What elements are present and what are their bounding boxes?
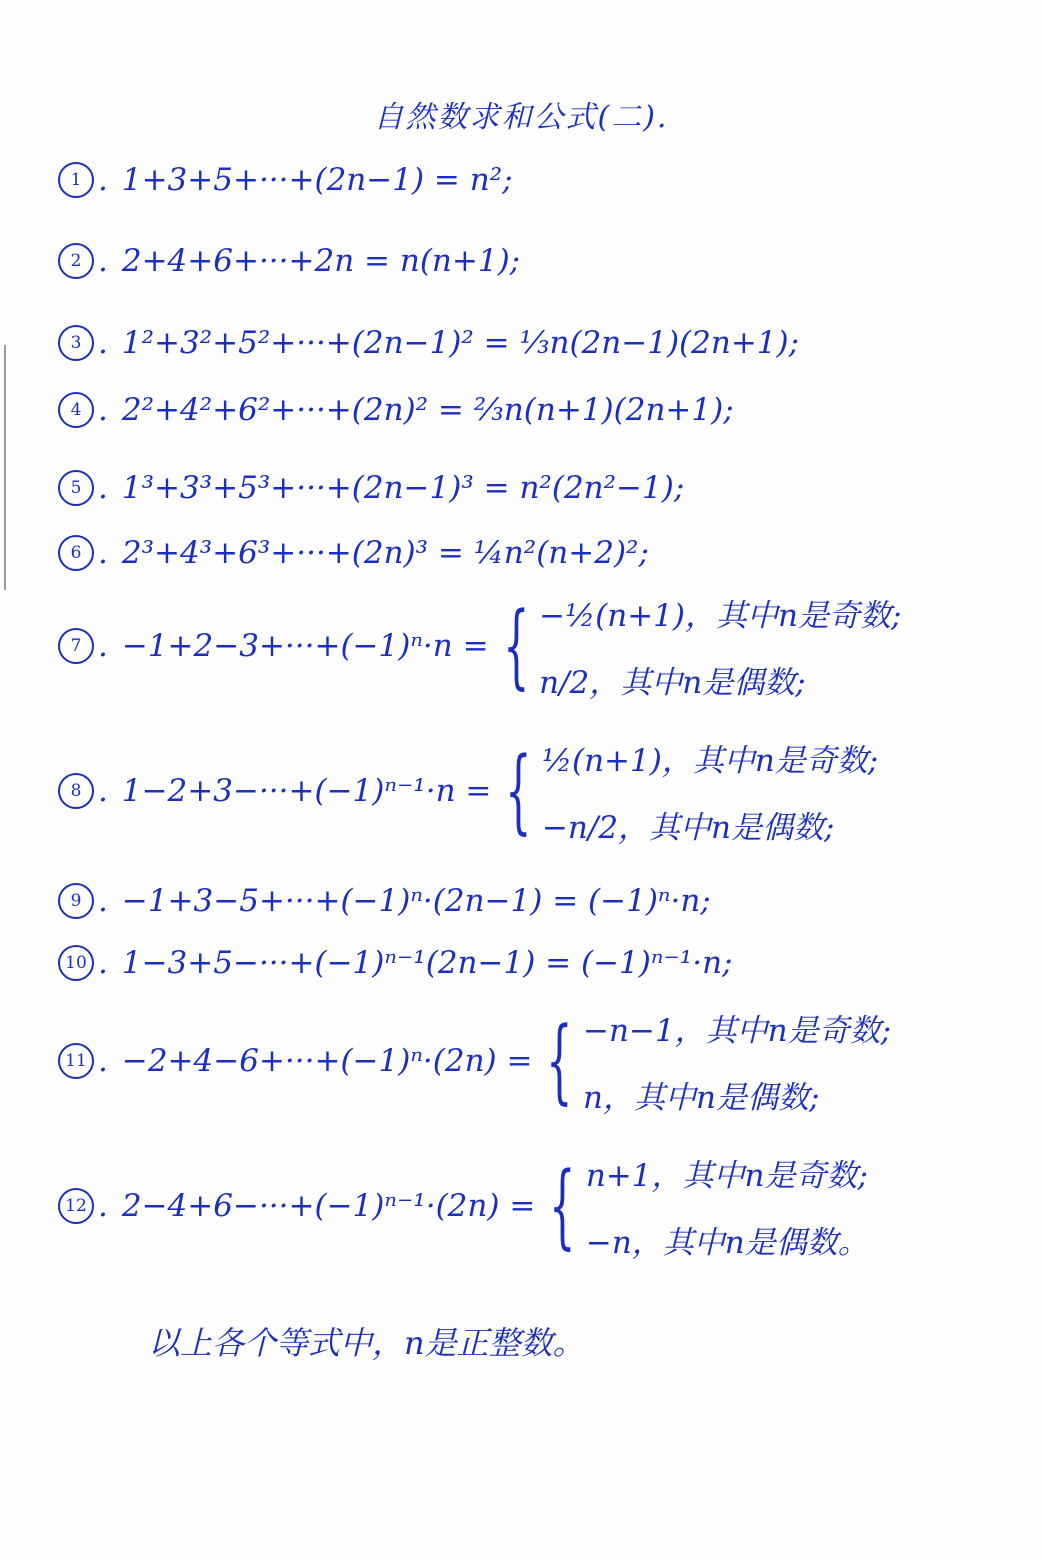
item-number-3: 3	[58, 325, 94, 361]
formula-item-7: 7 . −1+2−3+···+(−1)ⁿ·n = { −½(n+1)，其中n是奇数; n/2，其中n是偶数;	[58, 590, 901, 702]
item-number-2: 2	[58, 243, 94, 279]
left-brace: {	[546, 1007, 573, 1114]
formula-item-5: 5 . 1³+3³+5³+···+(2n−1)³ = n²(2n²−1);	[58, 470, 684, 506]
formula-text-6: 2³+4³+6³+···+(2n)³ = ¼n²(n+2)²;	[121, 535, 649, 571]
formula-item-2: 2 . 2+4+6+···+2n = n(n+1);	[58, 243, 520, 279]
formula-text-2: 2+4+6+···+2n = n(n+1);	[121, 243, 521, 279]
formula-item-4: 4 . 2²+4²+6²+···+(2n)² = ⅔n(n+1)(2n+1);	[58, 392, 734, 428]
formula-item-10: 10 . 1−3+5−···+(−1)ⁿ⁻¹(2n−1) = (−1)ⁿ⁻¹·n;	[58, 945, 733, 981]
item-number-12: 12	[58, 1188, 94, 1224]
case-even-8: −n/2，其中n是偶数;	[541, 810, 835, 846]
item-number-9: 9	[58, 883, 94, 919]
item-number-7: 7	[58, 628, 94, 664]
piecewise-8	[495, 735, 878, 847]
footnote: 以上各个等式中，n是正整数。	[148, 1324, 585, 1362]
formula-item-3: 3 . 1²+3²+5²+···+(2n−1)² = ⅓n(2n−1)(2n+1);	[58, 325, 799, 361]
case-odd-12: n+1，其中n是奇数;	[585, 1158, 868, 1194]
formula-text-5: 1³+3³+5³+···+(2n−1)³ = n²(2n²−1);	[121, 470, 685, 506]
case-odd-8: ½(n+1)，其中n是奇数;	[541, 743, 879, 779]
case-odd-7: −½(n+1)，其中n是奇数;	[539, 598, 902, 634]
formula-text-1: 1+3+5+···+(2n−1) = n²;	[121, 162, 513, 198]
formula-item-9: 9 . −1+3−5+···+(−1)ⁿ·(2n−1) = (−1)ⁿ·n;	[58, 883, 711, 919]
case-even-7: n/2，其中n是偶数;	[539, 665, 806, 701]
formula-text-9: −1+3−5+···+(−1)ⁿ·(2n−1) = (−1)ⁿ·n;	[121, 883, 711, 919]
formula-item-11: 11 . −2+4−6+···+(−1)ⁿ·(2n) = { −n−1，其中n是奇数; n，其中n是偶数;	[58, 1005, 891, 1117]
item-number-8: 8	[58, 773, 94, 809]
formula-text-4: 2²+4²+6²+···+(2n)² = ⅔n(n+1)(2n+1);	[121, 392, 734, 428]
formula-item-12: 12 . 2−4+6−···+(−1)ⁿ⁻¹·(2n) = { n+1，其中n是奇数; −n，其中n是偶数。	[58, 1150, 869, 1262]
formula-text-10: 1−3+5−···+(−1)ⁿ⁻¹(2n−1) = (−1)ⁿ⁻¹·n;	[121, 945, 733, 981]
page-edge-line	[4, 345, 6, 590]
item-number-11: 11	[58, 1043, 94, 1079]
formula-text-11: −2+4−6+···+(−1)ⁿ·(2n) =	[121, 1043, 533, 1079]
case-even-11: n，其中n是偶数;	[583, 1080, 820, 1116]
left-brace: {	[502, 592, 530, 699]
formula-text-7: −1+2−3+···+(−1)ⁿ·n =	[121, 628, 489, 664]
piecewise-12	[539, 1150, 868, 1262]
formula-item-1: 1 . 1+3+5+···+(2n−1) = n²;	[58, 162, 513, 198]
piecewise-7	[493, 590, 902, 702]
formula-text-8: 1−2+3−···+(−1)ⁿ⁻¹·n =	[121, 773, 492, 809]
item-number-6: 6	[58, 535, 94, 571]
item-number-4: 4	[58, 392, 94, 428]
page-title: 自然数求和公式(二).	[373, 100, 669, 135]
case-even-12: −n，其中n是偶数。	[585, 1225, 869, 1261]
piecewise-11	[536, 1005, 891, 1117]
item-number-1: 1	[58, 162, 94, 198]
formula-item-8: 8 . 1−2+3−···+(−1)ⁿ⁻¹·n = { ½(n+1)，其中n是奇数; −n/2，其中n是偶数;	[58, 735, 878, 847]
item-number-5: 5	[58, 470, 94, 506]
left-brace: {	[549, 1152, 576, 1259]
formula-text-12: 2−4+6−···+(−1)ⁿ⁻¹·(2n) =	[121, 1188, 536, 1224]
left-brace: {	[505, 737, 532, 844]
formula-item-6: 6 . 2³+4³+6³+···+(2n)³ = ¼n²(n+2)²;	[58, 535, 649, 571]
formula-text-3: 1²+3²+5²+···+(2n−1)² = ⅓n(2n−1)(2n+1);	[121, 325, 800, 361]
case-odd-11: −n−1，其中n是奇数;	[583, 1013, 892, 1049]
item-number-10: 10	[58, 945, 94, 981]
